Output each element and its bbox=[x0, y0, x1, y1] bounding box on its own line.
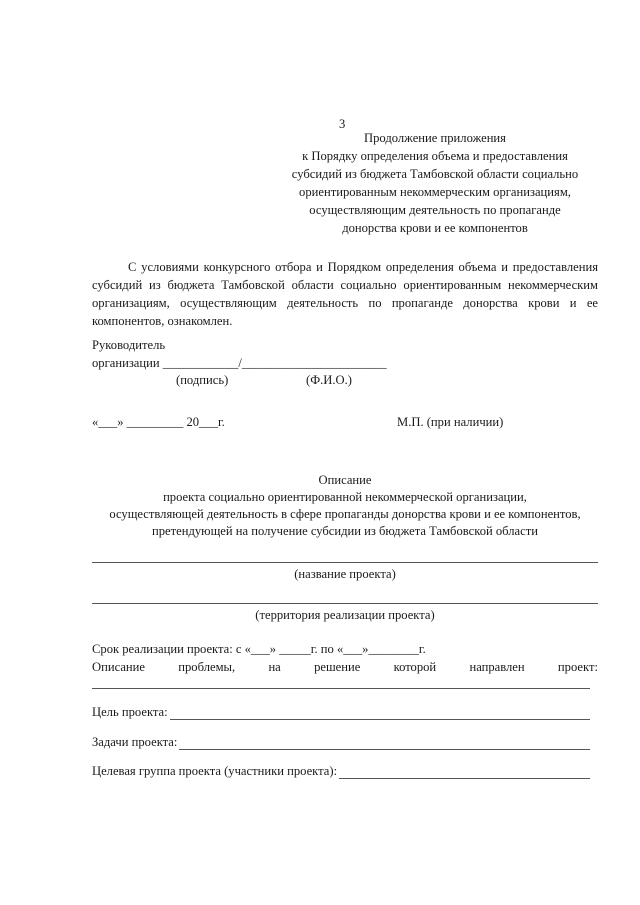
problem-word: которой bbox=[393, 660, 437, 674]
target-group-label: Целевая группа проекта (участники проекта): bbox=[92, 764, 338, 778]
problem-word: на bbox=[268, 660, 281, 674]
description-title-line: осуществляющей деятельность в сфере пропаганды донорства крови и ее компонентов, bbox=[109, 507, 581, 521]
appendix-line: осуществляющим деятельность по пропаганде bbox=[309, 203, 561, 217]
stamp-label: М.П. (при наличии) bbox=[397, 415, 504, 429]
goal-field bbox=[92, 704, 598, 720]
target-group-field bbox=[92, 763, 598, 779]
project-term-line: Срок реализации проекта: с «___» _____г. по «___»________г. bbox=[92, 642, 426, 656]
agreement-text: С условиями конкурсного отбора и Порядком определения объема и предоставления субсидий из бюджета Тамбовской области социально ориентированным некоммерческим организациям, осуществляющим деятельность по пропаганде донорства крови и ее компонентов, ознакомлен. bbox=[92, 260, 598, 328]
date-line: «___» _________ 20___г. bbox=[92, 415, 225, 429]
problem-word: решение bbox=[314, 660, 361, 674]
problem-word: Описание bbox=[92, 660, 145, 674]
description-title-line: претендующей на получение субсидии из бюджета Тамбовской области bbox=[152, 524, 538, 538]
project-name-caption: (название проекта) bbox=[294, 567, 396, 581]
description-title-line: Описание bbox=[318, 473, 372, 487]
appendix-line: субсидий из бюджета Тамбовской области социально bbox=[291, 167, 579, 181]
name-caption: (Ф.И.О.) bbox=[306, 373, 352, 387]
project-name-rule bbox=[92, 562, 598, 563]
territory-rule bbox=[92, 603, 598, 604]
organization-signature-line: организации ____________/_______________________ bbox=[92, 356, 387, 370]
appendix-line: донорства крови и ее компонентов bbox=[342, 221, 528, 235]
problem-rule bbox=[92, 688, 590, 689]
tasks-field bbox=[92, 734, 598, 750]
goal-rule bbox=[170, 707, 590, 720]
description-title bbox=[92, 472, 598, 540]
target-group-rule bbox=[339, 766, 590, 779]
problem-word: проект: bbox=[557, 660, 598, 674]
agreement-paragraph bbox=[92, 258, 598, 330]
appendix-line: к Порядку определения объема и предоставления bbox=[302, 149, 568, 163]
description-title-line: проекта социально ориентированной некоммерческой организации, bbox=[163, 490, 527, 504]
goal-label: Цель проекта: bbox=[92, 705, 168, 719]
problem-word: проблемы, bbox=[178, 660, 236, 674]
problem-description-line bbox=[92, 659, 598, 675]
page-number: 3 bbox=[339, 117, 346, 131]
appendix-line: ориентированным некоммерческим организациям, bbox=[299, 185, 571, 199]
head-label: Руководитель bbox=[92, 338, 166, 352]
appendix-line: Продолжение приложения bbox=[364, 131, 506, 145]
tasks-label: Задачи проекта: bbox=[92, 735, 178, 749]
appendix-header bbox=[276, 130, 594, 238]
tasks-rule bbox=[179, 737, 590, 750]
signature-caption: (подпись) bbox=[176, 373, 229, 387]
problem-word: направлен bbox=[469, 660, 525, 674]
territory-caption: (территория реализации проекта) bbox=[255, 608, 435, 622]
